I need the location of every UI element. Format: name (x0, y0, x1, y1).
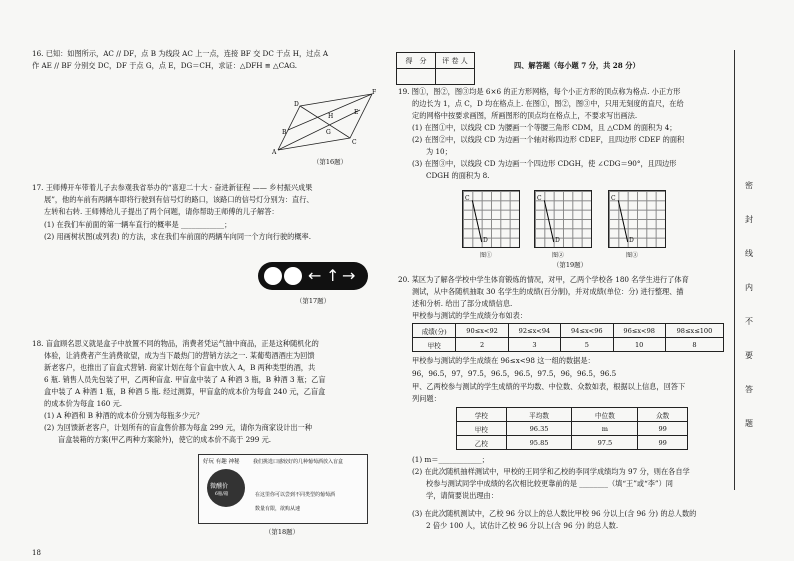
ad-text-3: 在这里你可以尝到不同类型的葡萄酒 (255, 492, 336, 498)
grader-label: 评 卷 人 (436, 53, 475, 69)
light-circle-icon (264, 267, 282, 285)
t1-cell: 3 (508, 338, 560, 352)
q16-line1: 16. 已知：如图所示，AC // DF，点 B 为线段 AC 上一点，连接 BF 交 DC 于点 H，过点 A (32, 49, 329, 58)
q16-label-H: H (328, 113, 334, 120)
q19-sub1: (1) 在图①中，以线段 CD 为腰画一个等腰三角形 CDM，且 △CDM 的面积为 4； (412, 123, 677, 132)
point-C-label: C (537, 195, 542, 202)
q16-label-E: E (354, 109, 359, 116)
q16-label-C: C (352, 139, 357, 146)
t1-header-cell: 98≤x≤100 (665, 324, 723, 338)
seal-char: 线 (745, 249, 753, 258)
q20-line1: 20. 某区为了解各学校中学生体育锻炼的情况，对甲，乙两个学校各 180 名学生进行了体育 (398, 275, 689, 284)
ad-logo-text: 微醺价 (210, 483, 229, 490)
point-D-label: D (555, 237, 560, 244)
q16-label-G: G (326, 129, 331, 136)
q20-sub3a: (3) 在此次随机测试中，乙校 96 分以上的总人数比甲校 96 分以上(含 96 分) 的总人数的 (412, 509, 697, 518)
q16-caption: （第16题） (312, 158, 348, 166)
q20-info: 甲校参与测试的学生成绩在 96≤x<98 这一组的数据是： (412, 356, 595, 365)
arrow-right-icon: → (342, 266, 356, 285)
t1-header-cell: 成绩(分) (413, 324, 456, 338)
score-cell (397, 69, 436, 85)
q19-line3: 定的网格中按要求画图，所画图形的顶点均在格点上，不要求写出画法. (412, 111, 638, 120)
q18-sub2a: (2) 为回馈新老客户，计划所有的盲盒售价都为每盒 299 元，请你为商家设计出一种 (44, 423, 312, 432)
q20-line2: 测试，从中各随机抽取 30 名学生的成绩(百分制)，并对成绩(单位：分) 进行整理、描 (412, 287, 684, 296)
q18-line6: 的成本价为每盒 160 元. (44, 399, 123, 408)
t2-cell: 99 (638, 436, 688, 450)
ad-text-1: 好玩 有趣 神秘 (203, 459, 240, 465)
q20-data-row: 96，96.5，97，97.5，96.5，96.5，97.5，96，96.5，96.5 (412, 369, 617, 378)
q20-sub2b: 校参与测试同学中成绩的名次相比较更靠前的是 ________（填“王”或“李”）同 (426, 479, 673, 488)
ad-logo (207, 469, 245, 507)
q18-ad-figure (198, 454, 368, 524)
t1-cell: 10 (613, 338, 665, 352)
t2-header-cell: 平均数 (506, 408, 572, 422)
q18-line4: 6 瓶. 销售人员先包装了甲，乙两种盲盒. 甲盲盒中装了 A 种酒 3 瓶，B 种酒 3 瓶；乙盲 (44, 375, 326, 384)
q19-line1: 19. 图①，图②，图③均是 6×6 的正方形网格，每个小正方形的顶点称为格点. 小正方形 (398, 87, 681, 96)
q20-line3: 述和分析. 给出了部分成绩信息. (412, 299, 513, 308)
grid-figure-3 (608, 190, 666, 248)
score-distribution-table (412, 323, 724, 352)
score-box (396, 52, 475, 85)
q17-line2: 展”，他的车前有两辆车即将行驶到有信号灯的路口，该路口的信号灯分别为：直行、 (44, 195, 314, 204)
q18-line5: 盒中装了 A 种酒 1 瓶，B 种酒 5 瓶. 经过测算，甲盲盒的成本价为每盒 240 元，乙盲盒 (44, 387, 326, 396)
q16-label-F: F (372, 89, 377, 96)
q18-line2: 体验，让消费者产生消费欲望，成为当下最热门的营销方法之一. 某葡萄酒酒庄为回馈 (44, 351, 315, 360)
seal-char: 题 (745, 419, 753, 428)
q16-line2: 作 AE // BF 分别交 DC，DF 于点 G，点 E，DG＝CH，求证：△DFH ≌ △CAG. (32, 61, 298, 70)
t2-cell: m (572, 422, 638, 436)
light-circle-icon (284, 267, 302, 285)
point-C-label: C (465, 195, 470, 202)
q16-label-B: B (282, 129, 287, 136)
q18-sub2b: 盲盒装箱的方案(甲乙两种方案除外)，使它的成本价不高于 299 元. (58, 435, 272, 444)
ad-logo-sub: 6瓶/箱 (215, 492, 229, 497)
q17-caption: （第17题） (295, 297, 331, 305)
grader-cell (436, 69, 475, 85)
t1-cell: 8 (665, 338, 723, 352)
page-number: 18 (32, 549, 41, 557)
q19-sub2a: (2) 在图②中，以线段 CD 为边画一个轴对称四边形 CDEF，且四边形 CDEF 的面积 (412, 135, 685, 144)
t2-cell: 99 (638, 422, 688, 436)
seal-char: 密 (745, 181, 753, 190)
fig2-caption: 图② (552, 252, 565, 259)
q18-caption: （第18题） (264, 528, 300, 536)
t2-cell: 95.85 (506, 436, 572, 450)
t2-cell: 乙校 (457, 436, 507, 450)
q20-table1-title: 甲校参与测试的学生成绩分布如表： (412, 311, 528, 320)
fig3-caption: 图③ (626, 252, 639, 259)
traffic-light-figure (258, 262, 368, 290)
t1-cell: 5 (561, 338, 613, 352)
q20-sub3b: 2 倍少 100 人，试估计乙校 96 分以上(含 96 分) 的总人数. (426, 521, 619, 530)
q20-sub1: (1) m＝____________； (412, 455, 489, 464)
q20-sub2a: (2) 在此次随机抽样测试中，甲校的王同学和乙校的李同学成绩均为 97 分，则在各自学 (412, 467, 690, 476)
point-D-label: D (629, 237, 634, 244)
t2-cell: 甲校 (457, 422, 507, 436)
q18-sub1: (1) A 种酒和 B 种酒的成本价分别为每瓶多少元？ (44, 411, 204, 420)
q17-line3: 左转和右转. 王师傅给儿子提出了两个问题，请你帮助王师傅的儿子解答： (44, 207, 279, 216)
q20-sub2c: 学，请简要说出理由： (426, 491, 498, 500)
t1-cell: 甲校 (413, 338, 456, 352)
t2-cell: 96.35 (506, 422, 572, 436)
q20-info2b: 列问题： (412, 394, 441, 403)
seal-char: 封 (745, 215, 753, 224)
arrow-left-icon: ← (308, 266, 322, 285)
t2-header-cell: 中位数 (572, 408, 638, 422)
t2-header-cell: 学校 (457, 408, 507, 422)
q19-sub3a: (3) 在图③中，以线段 CD 为边画一个四边形 CDGH，使 ∠CDG＝90°，且四边形 (412, 159, 677, 168)
q19-line2: 的边长为 1，点 C，D 均在格点上. 在图①，图②，图③中，只用无刻度的直尺，在给 (412, 99, 684, 108)
ad-text-2: 我们挑选口感较好的几种葡萄酒放入盲盒 (253, 459, 344, 465)
t1-header-cell: 94≤x<96 (561, 324, 613, 338)
section-title: 四、解答题（每小题 7 分，共 28 分） (514, 61, 640, 70)
seal-char: 内 (745, 283, 753, 292)
q19-sub2b: 为 10； (426, 147, 452, 156)
grid-figure-1 (462, 190, 520, 248)
seal-char: 不 (745, 317, 753, 326)
q20-info2a: 甲、乙两校参与测试的学生成绩的平均数、中位数、众数如表，根据以上信息，回答下 (412, 382, 686, 391)
q18-line1: 18. 盲盒顾名思义就是盒子中放置不同的物品，消费者凭运气抽中商品，正是这种随机化的 (32, 339, 319, 348)
t1-header-cell: 96≤x<98 (613, 324, 665, 338)
q16-figure (270, 88, 380, 156)
q17-sub2: (2) 用画树状图(或列表) 的方法，求在我们车前面的两辆车向同一个方向行驶的概率. (44, 232, 312, 241)
q16-label-D: D (294, 101, 299, 108)
q18-line3: 新老客户，也推出了盲盒式营销. 商家计划在每个盲盒中放入 A，B 两种类型的酒，共 (44, 363, 316, 372)
stats-table (456, 407, 688, 450)
q19-caption: （第19题） (552, 261, 588, 269)
point-C-label: C (611, 195, 616, 202)
t2-cell: 97.5 (572, 436, 638, 450)
t1-header-cell: 90≤x<92 (456, 324, 508, 338)
ad-text-4: 数量有限，欲购从速 (255, 506, 301, 512)
arrow-up-icon: ↑ (326, 266, 340, 285)
point-D-label: D (483, 237, 488, 244)
q17-sub1: (1) 在我们车前面的第一辆车直行的概率是 ____________； (44, 220, 232, 229)
seal-char: 要 (745, 351, 753, 360)
q16-label-A: A (272, 149, 277, 156)
t2-header-cell: 众数 (638, 408, 688, 422)
q19-sub3b: CDGH 的面积为 8. (426, 171, 490, 180)
seal-char: 答 (745, 385, 753, 394)
score-label: 得 分 (397, 53, 436, 69)
grid-figure-2 (534, 190, 592, 248)
t1-header-cell: 92≤x<94 (508, 324, 560, 338)
fig1-caption: 图① (480, 252, 493, 259)
q17-line1: 17. 王师傅开车带着儿子去参观我省举办的“喜迎二十大 · 奋进新征程 —— 乡村振兴成果 (32, 183, 313, 192)
t1-cell: 2 (456, 338, 508, 352)
